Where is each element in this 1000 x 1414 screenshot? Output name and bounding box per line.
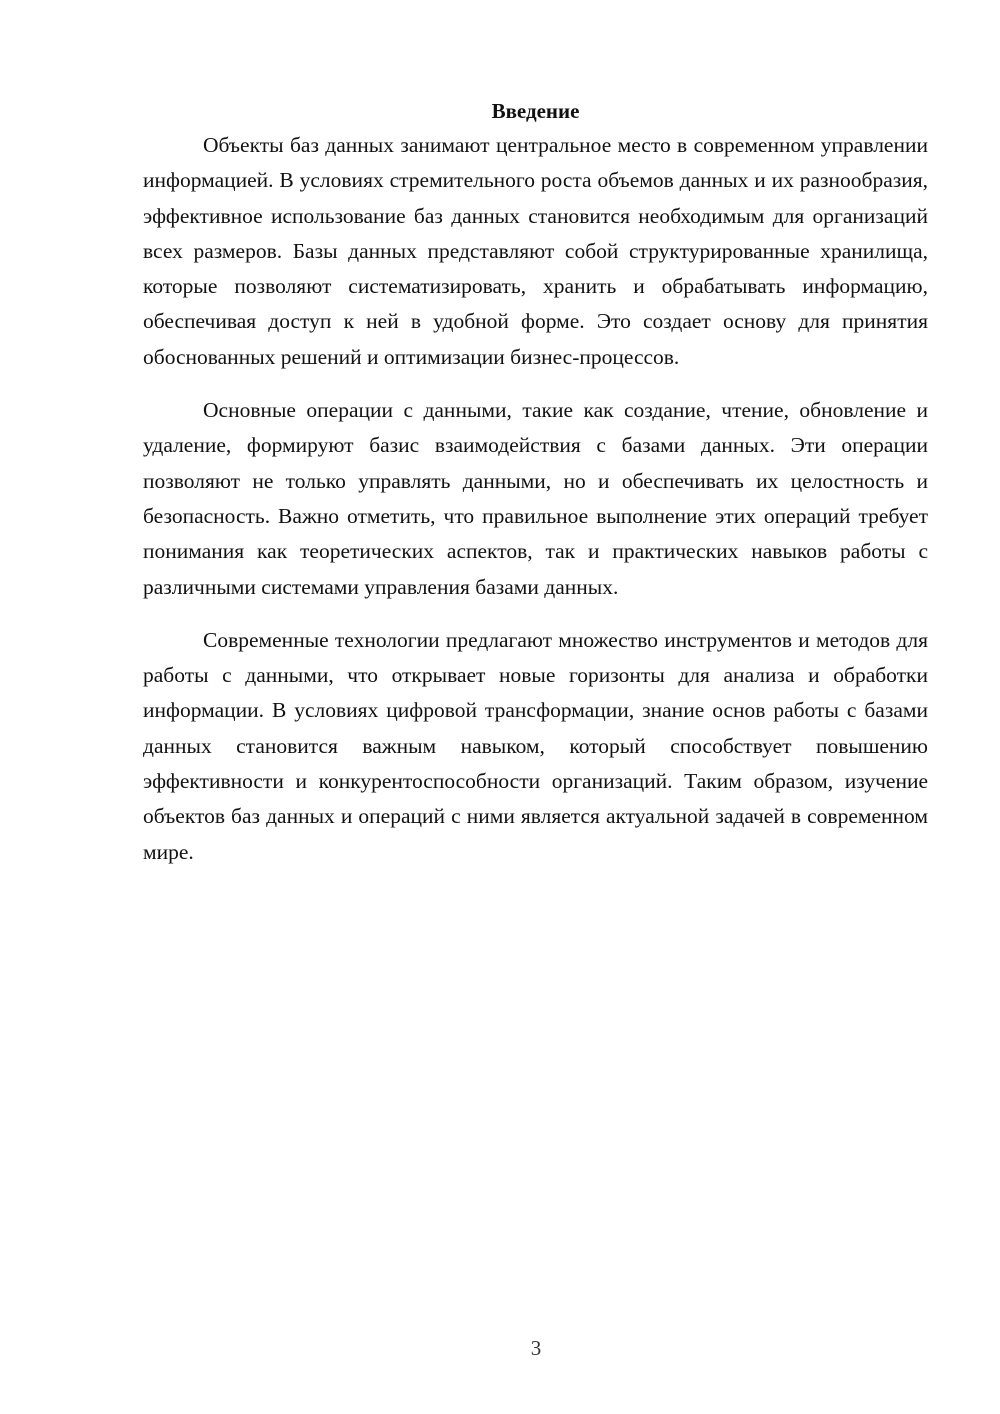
paragraph-3: Современные технологии предлагают множество инструментов и методов для работы с данными, что открывает новые горизонты для анализа и обработки информации. В условиях цифровой трансформации, знание основ работы с базами данных становится важным навыком, который способствует повышению эффективности и конкурентоспособности организаций. Таким образом, изучение объектов баз данных и операций с ними является актуальной задачей в современном мире. xyxy=(143,627,928,864)
paragraph-1: Объекты баз данных занимают центральное место в современном управлении информацией. В условиях стремительного роста объемов данных и их разнообразия, эффективное использование баз данных становится необходимым для организаций всех размеров. Базы данных представляют собой структурированные хранилища, которые позволяют систематизировать, хранить и обрабатывать информацию, обеспечивая доступ к ней в удобной форме. Это создает основу для принятия обоснованных решений и оптимизации бизнес-процессов. xyxy=(143,133,928,369)
paragraph-2: Основные операции с данными, такие как создание, чтение, обновление и удаление, формируют базис взаимодействия с базами данных. Эти операции позволяют не только управлять данными, но и обеспечивать их целостность и безопасность. Важно отметить, что правильное выполнение этих операций требует понимания как теоретических аспектов, так и практических навыков работы с различными системами управления базами данных. xyxy=(143,398,928,599)
section-title: Введение xyxy=(491,99,580,123)
page-content xyxy=(143,96,928,870)
page-number: 3 xyxy=(530,1336,542,1360)
